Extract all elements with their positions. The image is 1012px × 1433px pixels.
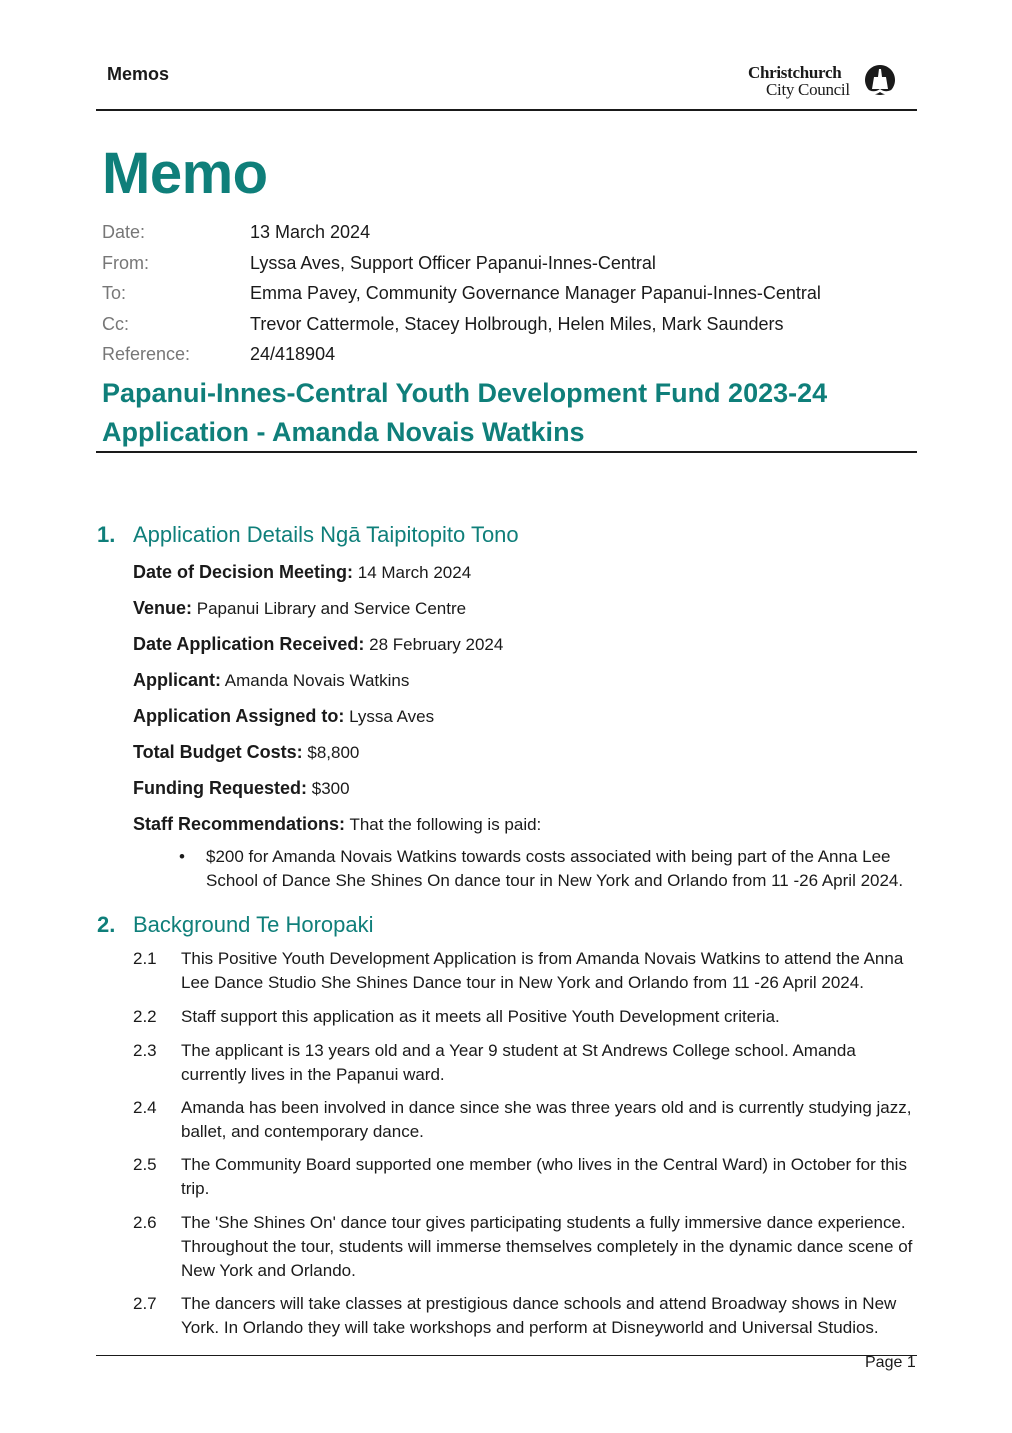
page-number: Page 1 <box>865 1354 916 1371</box>
detail-label: Total Budget Costs: <box>133 742 303 762</box>
meta-value: 13 March 2024 <box>250 222 371 242</box>
subject-line1: Papanui-Innes-Central Youth Development Fund 2023-24 <box>102 378 828 408</box>
background-paragraphs <box>133 947 923 1342</box>
detail-label: Venue: <box>133 598 193 618</box>
paragraph <box>133 1211 923 1292</box>
logo-line1: Christchurch <box>748 63 842 82</box>
paragraph-number: 2.2 <box>133 1007 157 1026</box>
paragraph-number: 2.1 <box>133 949 157 968</box>
meta-row-reference <box>102 342 902 373</box>
detail-row <box>133 598 923 634</box>
detail-value: 14 March 2024 <box>357 563 472 582</box>
meta-row-to <box>102 281 902 312</box>
paragraph-number: 2.6 <box>133 1213 157 1232</box>
cathedral-icon <box>862 63 898 99</box>
paragraph-number: 2.7 <box>133 1294 157 1313</box>
subject-line2: Application - Amanda Novais Watkins <box>102 417 585 447</box>
header-rule <box>96 109 917 111</box>
meta-value: 24/418904 <box>250 344 336 364</box>
detail-value: $300 <box>311 779 350 798</box>
section-1-heading <box>97 522 519 548</box>
detail-value: That the following is paid: <box>349 815 542 834</box>
paragraph <box>133 1153 923 1211</box>
meta-label: To: <box>102 283 127 303</box>
meta-label: Cc: <box>102 313 129 334</box>
section-title: Application Details Ngā Taipitopito Tono <box>133 522 519 547</box>
section-number: 1. <box>97 522 116 547</box>
detail-row <box>133 634 923 670</box>
detail-row <box>133 670 923 706</box>
section-number: 2. <box>97 912 116 937</box>
section-2-heading <box>97 912 374 938</box>
meta-value: Emma Pavey, Community Governance Manager Papanui-Innes-Central <box>250 283 821 303</box>
meta-label: From: <box>102 252 149 273</box>
meta-value: Lyssa Aves, Support Officer Papanui-Innes-Central <box>250 252 656 273</box>
paragraph <box>133 1039 923 1096</box>
memo-subject <box>102 374 912 452</box>
bullet-text: $200 for Amanda Novais Watkins towards costs associated with being part of the Anna Lee School of Dance She Shines On dance tour in New York and Orlando from 11 -26 April 2024. <box>206 847 904 890</box>
paragraph <box>133 1096 923 1153</box>
paragraph-text: The Community Board supported one member (who lives in the Central Ward) in October for this trip. <box>181 1155 907 1198</box>
meta-label: Reference: <box>102 344 191 364</box>
detail-label: Date Application Received: <box>133 634 365 654</box>
paragraph-number: 2.3 <box>133 1041 157 1060</box>
paragraph <box>133 947 923 1005</box>
detail-label: Staff Recommendations: <box>133 814 346 834</box>
detail-row <box>133 742 923 778</box>
detail-label: Date of Decision Meeting: <box>133 562 354 582</box>
detail-value: 28 February 2024 <box>369 635 504 654</box>
paragraph-text: The dancers will take classes at prestigious dance schools and attend Broadway shows in New York. In Orlando they will take workshops and perform at Disneyworld and Universal Studios. <box>181 1294 897 1337</box>
detail-row <box>133 778 923 814</box>
meta-row-from <box>102 251 902 282</box>
detail-label: Funding Requested: <box>133 778 307 798</box>
meta-row-date <box>102 220 902 251</box>
detail-label: Applicant: <box>133 670 221 690</box>
paragraph-text: The applicant is 13 years old and a Year 9 student at St Andrews College school. Amanda currently lives in the Papanui ward. <box>181 1041 856 1084</box>
application-details <box>133 562 923 850</box>
paragraph <box>133 1292 923 1342</box>
subject-rule <box>96 451 917 453</box>
paragraph-number: 2.5 <box>133 1155 157 1174</box>
detail-value: Lyssa Aves <box>349 707 435 726</box>
meta-value: Trevor Cattermole, Stacey Holbrough, Helen Miles, Mark Saunders <box>250 313 784 334</box>
detail-value: Amanda Novais Watkins <box>224 671 410 690</box>
council-logo <box>748 63 900 103</box>
detail-value: Papanui Library and Service Centre <box>196 599 467 618</box>
meta-label: Date: <box>102 222 146 242</box>
memo-meta <box>102 220 902 373</box>
paragraph-text: This Positive Youth Development Application is from Amanda Novais Watkins to attend the Anna Lee Dance Studio She Shines Dance tour in New York and Orlando from 11 -26 April 2024. <box>181 949 904 992</box>
detail-label: Application Assigned to: <box>133 706 345 726</box>
paragraph <box>133 1005 923 1039</box>
paragraph-text: Amanda has been involved in dance since she was three years old and is currently studying jazz, ballet, and contemporary dance. <box>181 1098 912 1141</box>
header-label: Memos <box>107 64 170 84</box>
detail-row <box>133 562 923 598</box>
paragraph-text: The 'She Shines On' dance tour gives participating students a fully immersive dance experience. Throughout the tour, students will immerse themselves completely in the dynamic dance scene of New York and Orlando. <box>181 1213 913 1280</box>
bullet-icon: • <box>179 847 185 866</box>
paragraph-text: Staff support this application as it meets all Positive Youth Development criteria. <box>181 1007 780 1026</box>
detail-value: $8,800 <box>307 743 360 762</box>
logo-line2: City Council <box>766 80 850 99</box>
memo-title: Memo <box>102 141 268 206</box>
footer-rule <box>96 1355 917 1356</box>
paragraph-number: 2.4 <box>133 1098 157 1117</box>
meta-row-cc <box>102 312 902 343</box>
section-title: Background Te Horopaki <box>133 912 374 937</box>
detail-row <box>133 706 923 742</box>
